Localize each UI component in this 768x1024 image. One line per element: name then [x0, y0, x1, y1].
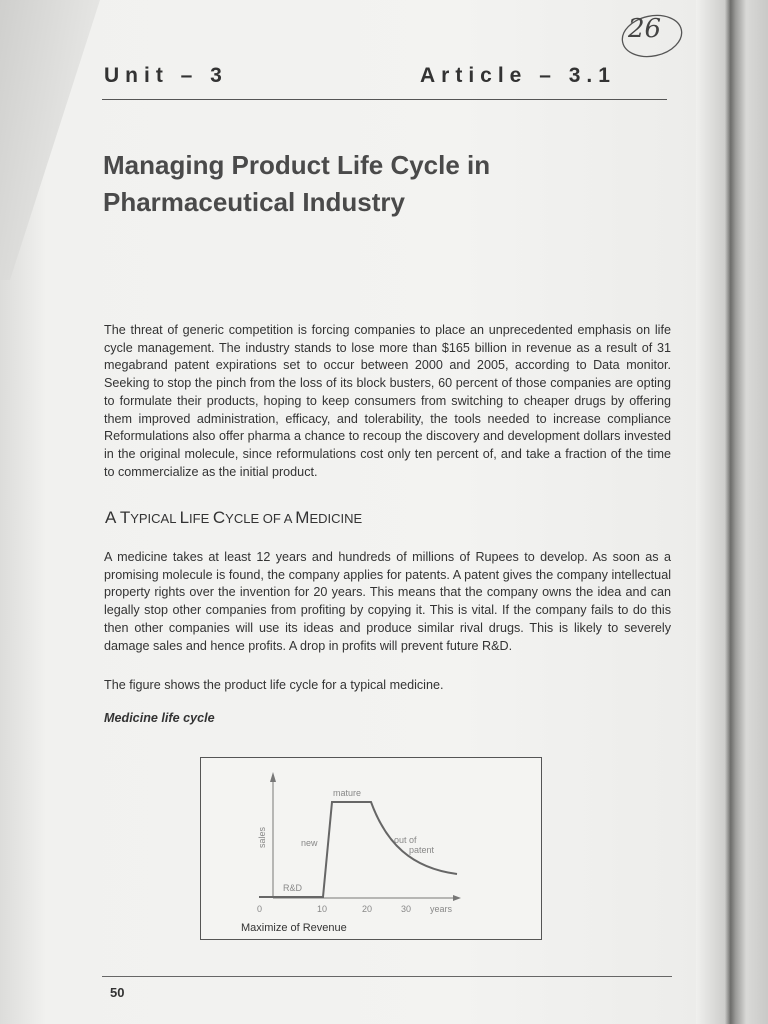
heading-part: C — [212, 508, 226, 527]
page-mark-text: 26 — [628, 14, 662, 44]
section-heading — [105, 508, 362, 528]
stage-label-new: new — [301, 838, 318, 848]
x-tick-label: 30 — [401, 904, 412, 914]
life-cycle-diagram — [201, 758, 541, 939]
heading-part: EDICINE — [309, 511, 363, 526]
life-cycle-figure — [200, 757, 542, 940]
figure-caption: Maximize of Revenue — [241, 922, 347, 934]
x-axis-arrow-icon — [453, 895, 461, 901]
stage-label-out-of: out of — [394, 835, 417, 845]
x-tick-label: 0 — [257, 904, 263, 914]
heading-part: A T — [105, 508, 131, 527]
x-tick-label: 10 — [317, 904, 328, 914]
x-tick-label: 20 — [362, 904, 373, 914]
y-axis-arrow-icon — [270, 772, 276, 782]
figure-intro-paragraph: The figure shows the product life cycle for a typical medicine. — [104, 678, 444, 692]
page-number: 50 — [110, 985, 125, 1000]
stage-label-mature: mature — [333, 788, 362, 798]
heading-part: YCLE OF A — [225, 511, 296, 526]
y-axis-label: sales — [257, 826, 267, 848]
footer-divider — [102, 976, 672, 977]
unit-label: Unit – 3 — [104, 64, 228, 87]
heading-part: IFE — [189, 511, 213, 526]
heading-part: L — [179, 508, 190, 527]
article-title: Managing Product Life Cycle in Pharmaceutical Industry — [103, 150, 491, 217]
figure-title: Medicine life cycle — [104, 711, 215, 725]
heading-part: M — [295, 508, 310, 527]
stage-label-rd: R&D — [283, 883, 303, 893]
binding-edge-shadow — [696, 0, 768, 1024]
heading-part: YPICAL — [130, 511, 180, 526]
section-paragraph: A medicine takes at least 12 years and hundreds of millions of Rupees to develop. As soon as a promising molecule is found, the company applies for patents. A patent gives the company intellectual property rights over the invention for 20 years. This means that the company owns the idea and can legally stop other companies from profiting by copying it. This is vital. If the company fails to do this then other companies will use its ideas and produce similar rival drugs. This is likely to severely damage sales and hence profits. A drop in profits will prevent future R&D. — [104, 550, 671, 653]
x-axis-label: years — [430, 904, 453, 914]
page-fold-shadow — [0, 0, 100, 280]
header-divider — [102, 99, 667, 100]
stage-label-patent: patent — [409, 845, 435, 855]
intro-paragraph: The threat of generic competition is forcing companies to place an unprecedented emphasis on life cycle management. The industry stands to lose more than $165 billion in revenue as a result of 31 megabrand patent expirations set to occur between 2000 and 2005, according to Data monitor. Seeking to stop the pinch from the loss of its block busters, 60 percent of those companies are opting to formulate their products, hoping to keep consumers from switching to cheaper drugs by offering them improved administration, efficacy, and tolerability, the tools needed to increase compliance Reformulations also offer pharma a chance to recoup the discovery and development dollars invested in the original molecule, since reformulations cost only ten percent of, and take a fraction of the time to commercialize as the initial product. — [104, 323, 671, 479]
article-label: Article – 3.1 — [420, 64, 616, 87]
handwritten-page-mark — [620, 12, 686, 62]
